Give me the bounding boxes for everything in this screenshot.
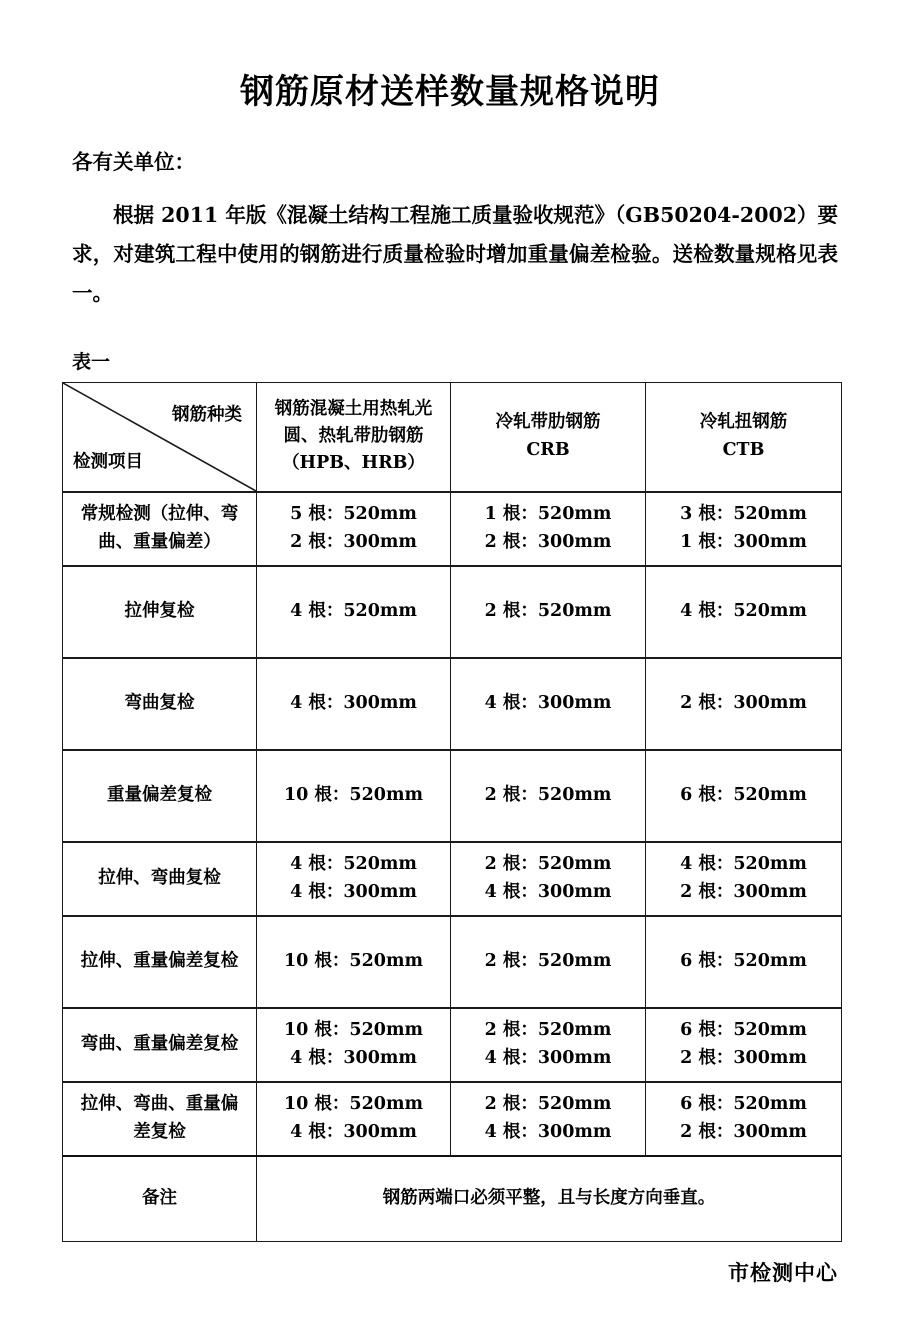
row-label-line1: 弯曲、重量偏差复检 xyxy=(80,1033,239,1054)
cell-value-line2: 2 根：300mm xyxy=(290,531,417,552)
cell-value-line2: 4 根：300mm xyxy=(290,1047,417,1068)
row-label-line1: 拉伸复检 xyxy=(124,600,195,621)
cell-value-line1: 4 根：520mm xyxy=(680,854,807,875)
cell-crb xyxy=(451,750,646,842)
cell-value-line1: 6 根：520mm xyxy=(680,1094,807,1115)
row-label-line1: 拉伸、重量偏差复检 xyxy=(80,950,239,971)
spec-table-wrapper xyxy=(62,382,841,1242)
cell-value-line1: 1 根：520mm xyxy=(484,504,612,525)
table-row xyxy=(63,658,842,750)
cell-value-line1: 4 根：300mm xyxy=(484,692,612,713)
cell-hpb-hrb xyxy=(257,1082,451,1156)
cell-crb xyxy=(451,1082,646,1156)
cell-ctb xyxy=(646,1008,842,1082)
row-label-line1: 常规检测（拉伸、弯 xyxy=(80,504,239,525)
remark-row xyxy=(63,1156,842,1242)
row-label-line1: 弯曲复检 xyxy=(124,692,195,713)
salutation-line: 各有关单位： xyxy=(72,149,195,174)
cell-value-line2: 2 根：300mm xyxy=(680,881,807,902)
row-label-line2: 曲、重量偏差） xyxy=(98,531,221,552)
cell-crb xyxy=(451,842,646,916)
header-item-label: 检测项目 xyxy=(73,451,143,472)
cell-crb xyxy=(451,566,646,658)
table-row xyxy=(63,750,842,842)
cell-value-line2: 2 根：300mm xyxy=(680,1047,807,1068)
cell-crb xyxy=(451,1008,646,1082)
cell-value-line1: 5 根：520mm xyxy=(290,504,417,525)
cell-value-line1: 2 根：520mm xyxy=(484,784,612,805)
cell-hpb-hrb xyxy=(257,750,451,842)
header-col-crb-line1: 冷轧带肋钢筋 xyxy=(495,412,601,433)
cell-value-line1: 3 根：520mm xyxy=(680,504,807,525)
row-label-line1: 重量偏差复检 xyxy=(107,784,212,805)
table-header-row xyxy=(63,382,842,492)
cell-value-line1: 4 根：520mm xyxy=(680,600,807,621)
cell-value-line1: 6 根：520mm xyxy=(680,950,807,971)
table-row xyxy=(63,842,842,916)
cell-ctb xyxy=(646,658,842,750)
cell-hpb-hrb xyxy=(257,658,451,750)
cell-value-line1: 10 根：520mm xyxy=(283,950,423,971)
cell-ctb xyxy=(646,750,842,842)
row-label xyxy=(63,492,257,566)
header-col-ctb xyxy=(646,382,842,492)
row-label xyxy=(63,842,257,916)
row-label-line2: 差复检 xyxy=(133,1121,186,1142)
cell-crb xyxy=(451,492,646,566)
cell-crb xyxy=(451,916,646,1008)
row-label xyxy=(63,750,257,842)
cell-value-line1: 2 根：520mm xyxy=(484,950,612,971)
table-row xyxy=(63,916,842,1008)
header-col-ctb-line2: CTB xyxy=(722,439,765,460)
cell-ctb xyxy=(646,492,842,566)
header-corner-cell xyxy=(63,382,257,492)
row-label xyxy=(63,916,257,1008)
cell-value-line1: 2 根：520mm xyxy=(484,1094,612,1115)
cell-value-line2: 2 根：300mm xyxy=(484,531,612,552)
row-label xyxy=(63,658,257,750)
cell-value-line2: 2 根：300mm xyxy=(680,1121,807,1142)
row-label-line1: 拉伸、弯曲、重量偏 xyxy=(80,1094,239,1115)
cell-value-line1: 2 根：520mm xyxy=(484,600,612,621)
cell-value-line1: 2 根：300mm xyxy=(680,692,807,713)
footer-issuer: 市检测中心 xyxy=(728,1260,838,1285)
cell-ctb xyxy=(646,566,842,658)
cell-value-line1: 4 根：300mm xyxy=(290,692,417,713)
cell-ctb xyxy=(646,916,842,1008)
cell-value-line1: 10 根：520mm xyxy=(283,1094,423,1115)
cell-value-line1: 6 根：520mm xyxy=(680,784,807,805)
cell-value-line2: 4 根：300mm xyxy=(484,881,612,902)
cell-value-line2: 1 根：300mm xyxy=(680,531,807,552)
spec-table xyxy=(62,382,842,1242)
row-label xyxy=(63,1008,257,1082)
table-row xyxy=(63,566,842,658)
table-row xyxy=(63,492,842,566)
table-row xyxy=(63,1008,842,1082)
row-label-line1: 拉伸、弯曲复检 xyxy=(98,867,221,888)
cell-value-line2: 4 根：300mm xyxy=(290,881,417,902)
cell-value-line1: 2 根：520mm xyxy=(484,854,612,875)
table-row xyxy=(63,1082,842,1156)
cell-crb xyxy=(451,658,646,750)
remark-text: 钢筋两端口必须平整，且与长度方向垂直。 xyxy=(257,1156,842,1242)
cell-hpb-hrb xyxy=(257,916,451,1008)
header-col-hpb-hrb-line3: （HPB、HRB） xyxy=(282,453,425,474)
cell-ctb xyxy=(646,1082,842,1156)
cell-value-line1: 4 根：520mm xyxy=(290,854,417,875)
page-title: 钢筋原材送样数量规格说明 xyxy=(240,72,660,112)
header-col-hpb-hrb xyxy=(257,382,451,492)
header-col-crb xyxy=(451,382,646,492)
table-caption: 表一 xyxy=(72,350,111,373)
cell-hpb-hrb xyxy=(257,566,451,658)
header-col-ctb-line1: 冷轧扭钢筋 xyxy=(699,412,788,433)
header-category-label: 钢筋种类 xyxy=(172,404,242,425)
intro-paragraph: 根据 2011 年版《混凝土结构工程施工质量验收规范》（GB50204-2002）要求，对建筑工程中使用的钢筋进行质量检验时增加重量偏差检验。送检数量规格见表一。 xyxy=(72,202,838,305)
document-body xyxy=(72,143,838,313)
header-col-crb-line2: CRB xyxy=(526,439,570,460)
remark-label: 备注 xyxy=(63,1156,257,1242)
row-label xyxy=(63,1082,257,1156)
cell-hpb-hrb xyxy=(257,1008,451,1082)
cell-value-line1: 10 根：520mm xyxy=(283,1020,423,1041)
cell-value-line1: 10 根：520mm xyxy=(283,784,423,805)
cell-hpb-hrb xyxy=(257,492,451,566)
cell-value-line1: 2 根：520mm xyxy=(484,1020,612,1041)
cell-hpb-hrb xyxy=(257,842,451,916)
row-label xyxy=(63,566,257,658)
cell-value-line1: 4 根：520mm xyxy=(290,600,417,621)
cell-value-line2: 4 根：300mm xyxy=(484,1047,612,1068)
header-col-hpb-hrb-line1: 钢筋混凝土用热轧光 xyxy=(274,398,433,419)
cell-value-line1: 6 根：520mm xyxy=(680,1020,807,1041)
header-col-hpb-hrb-line2: 圆、热轧带肋钢筋 xyxy=(283,425,424,446)
diagonal-divider-icon xyxy=(63,383,256,491)
cell-ctb xyxy=(646,842,842,916)
cell-value-line2: 4 根：300mm xyxy=(484,1121,612,1142)
cell-value-line2: 4 根：300mm xyxy=(290,1121,417,1142)
